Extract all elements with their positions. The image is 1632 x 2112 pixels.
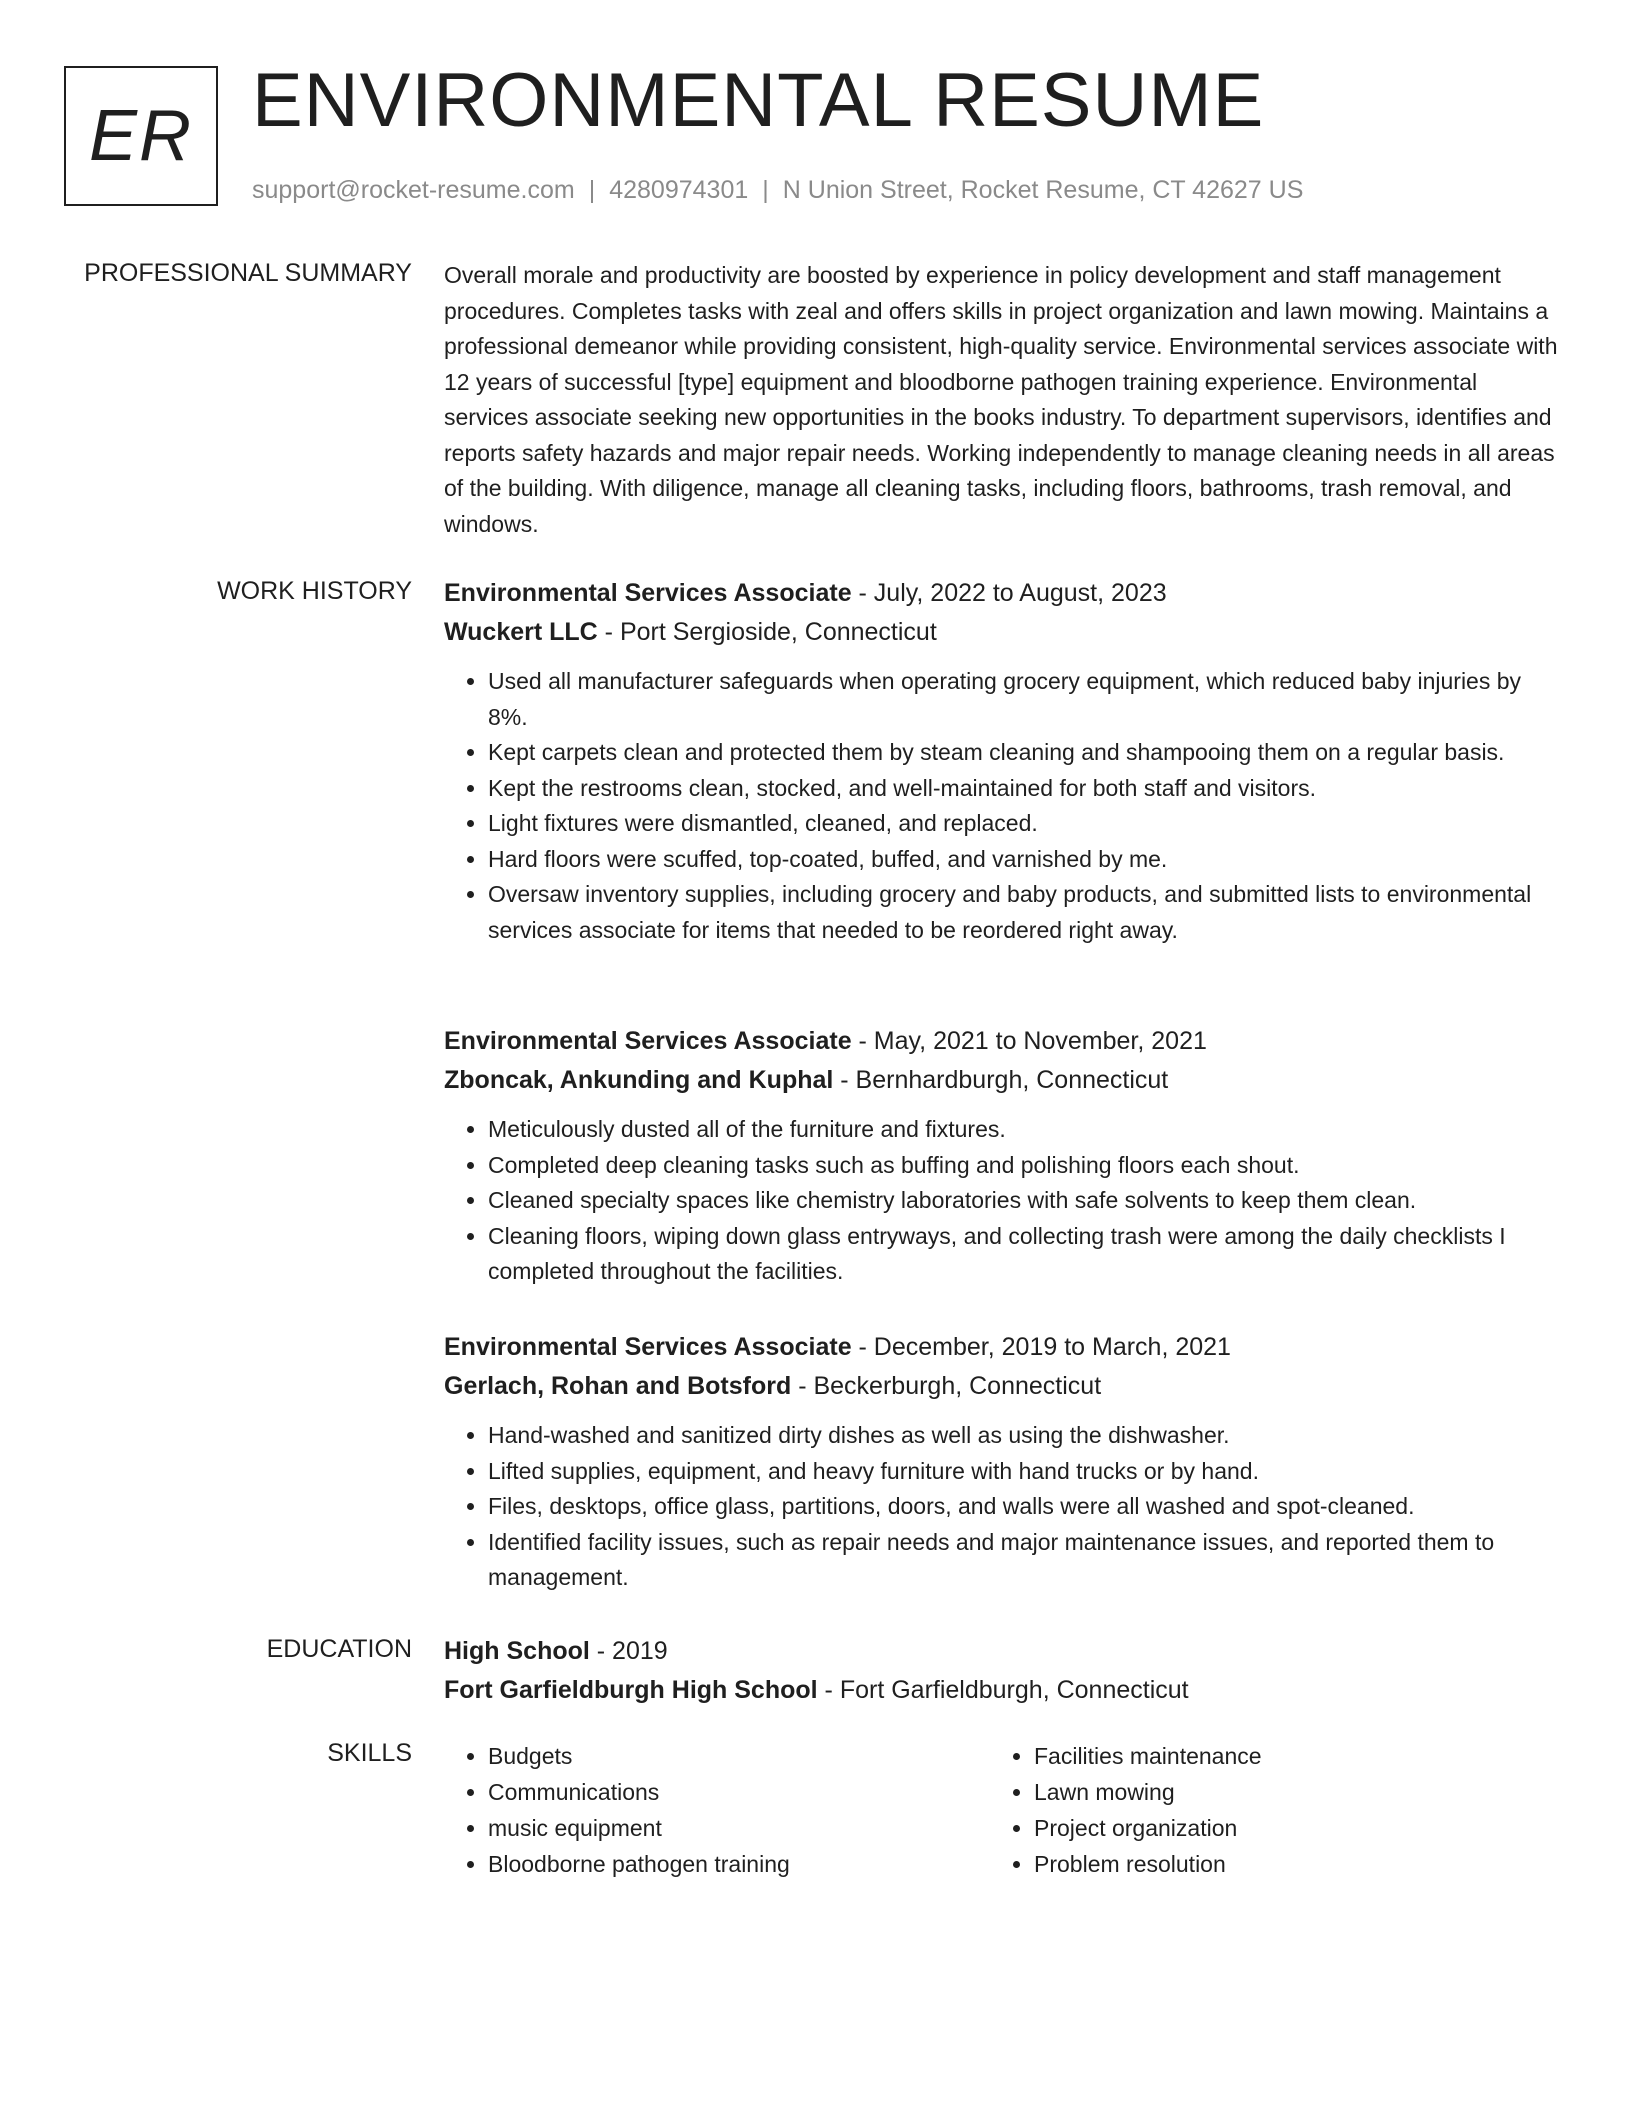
skill-item: • Project organization bbox=[1034, 1810, 1536, 1846]
job-bullet: • Hand-washed and sanitized dirty dishes as well as using the dishwasher. bbox=[488, 1418, 1558, 1454]
section-label-summary: PROFESSIONAL SUMMARY bbox=[84, 259, 412, 287]
skill-item: • Lawn mowing bbox=[1034, 1774, 1536, 1810]
job-bullet: • Files, desktops, office glass, partitions, doors, and walls were all washed and spot-cleaned. bbox=[488, 1489, 1558, 1525]
skill-item: • Facilities maintenance bbox=[1034, 1738, 1536, 1774]
job-entry bbox=[444, 1328, 1558, 1596]
contact-separator: | bbox=[762, 176, 769, 204]
job-title-line bbox=[444, 574, 1558, 613]
skills-column-right bbox=[990, 1738, 1536, 1882]
job-bullet: • Completed deep cleaning tasks such as buffing and polishing floors each shout. bbox=[488, 1148, 1558, 1184]
summary-section bbox=[444, 258, 1558, 542]
monogram-badge bbox=[64, 66, 218, 206]
skill-item: • Budgets bbox=[488, 1738, 990, 1774]
job-title-line bbox=[444, 1328, 1558, 1367]
job-bullet: • Meticulously dusted all of the furniture and fixtures. bbox=[488, 1112, 1558, 1148]
education-year: - 2019 bbox=[589, 1637, 668, 1665]
job-bullets bbox=[444, 664, 1558, 948]
job-title: Environmental Services Associate bbox=[444, 579, 852, 607]
education-school-line bbox=[444, 1671, 1558, 1710]
job-bullet: • Kept carpets clean and protected them by steam cleaning and shampooing them on a regular basis. bbox=[488, 735, 1558, 771]
contact-separator: | bbox=[588, 176, 596, 204]
job-bullet: • Kept the restrooms clean, stocked, and well-maintained for both staff and visitors. bbox=[488, 771, 1558, 807]
skill-item: • Communications bbox=[488, 1774, 990, 1810]
job-bullet: • Identified facility issues, such as repair needs and major maintenance issues, and reported them to management. bbox=[488, 1525, 1558, 1596]
job-title: Environmental Services Associate bbox=[444, 1333, 852, 1361]
job-title: Environmental Services Associate bbox=[444, 1027, 852, 1055]
skills-grid bbox=[444, 1738, 1558, 1882]
skill-item: • music equipment bbox=[488, 1810, 990, 1846]
job-entry bbox=[444, 574, 1558, 948]
job-dates: - July, 2022 to August, 2023 bbox=[851, 579, 1167, 607]
job-bullet: • Cleaned specialty spaces like chemistry laboratories with safe solvents to keep them clean. bbox=[488, 1183, 1558, 1219]
job-title-line bbox=[444, 1022, 1558, 1061]
contact-email: support@rocket-resume.com bbox=[252, 176, 575, 204]
job-location: - Beckerburgh, Connecticut bbox=[791, 1372, 1102, 1400]
education-school: Fort Garfieldburgh High School bbox=[444, 1676, 818, 1704]
monogram-text: ER bbox=[88, 96, 194, 176]
summary-text: Overall morale and productivity are boosted by experience in policy development and staff management procedures. Completes tasks with zeal and offers skills in project organization and lawn mowing. Maintains a professional demeanor while providing consistent, high-quality service. Environmental services associate with 12 years of successful [type] equipment and bloodborne pathogen training experience. Environmental services associate seeking new opportunities in the books industry. To department supervisors, identifies and reports safety hazards and major repair needs. Working independently to manage cleaning needs in all areas of the building. With diligence, manage all cleaning tasks, including floors, bathrooms, trash removal, and windows. bbox=[444, 262, 1558, 537]
job-bullet: • Lifted supplies, equipment, and heavy furniture with hand trucks or by hand. bbox=[488, 1454, 1558, 1490]
job-company-line bbox=[444, 1367, 1558, 1406]
contact-line bbox=[252, 174, 1303, 206]
section-label-skills: SKILLS bbox=[327, 1739, 412, 1767]
section-label-work-history: WORK HISTORY bbox=[217, 577, 412, 605]
section-label-education: EDUCATION bbox=[266, 1635, 412, 1663]
job-company: Zboncak, Ankunding and Kuphal bbox=[444, 1066, 834, 1094]
job-location: - Port Sergioside, Connecticut bbox=[597, 618, 937, 646]
job-dates: - December, 2019 to March, 2021 bbox=[851, 1333, 1231, 1361]
job-dates: - May, 2021 to November, 2021 bbox=[851, 1027, 1207, 1055]
education-degree-line bbox=[444, 1632, 1558, 1671]
education-location: - Fort Garfieldburgh, Connecticut bbox=[817, 1676, 1189, 1704]
skills-column-left bbox=[444, 1738, 990, 1882]
skill-item: • Problem resolution bbox=[1034, 1846, 1536, 1882]
education-degree: High School bbox=[444, 1637, 590, 1665]
job-location: - Bernhardburgh, Connecticut bbox=[833, 1066, 1169, 1094]
job-bullet: • Cleaning floors, wiping down glass entryways, and collecting trash were among the daily checklists I completed throughout the facilities. bbox=[488, 1219, 1558, 1290]
job-company: Wuckert LLC bbox=[444, 618, 598, 646]
job-company-line bbox=[444, 1061, 1558, 1100]
job-bullet: • Hard floors were scuffed, top-coated, buffed, and varnished by me. bbox=[488, 842, 1558, 878]
resume-title: ENVIRONMENTAL RESUME bbox=[252, 58, 1265, 143]
job-entry bbox=[444, 1022, 1558, 1290]
job-company-line bbox=[444, 613, 1558, 652]
skills-section bbox=[444, 1738, 1558, 1882]
job-bullet: • Light fixtures were dismantled, cleaned, and replaced. bbox=[488, 806, 1558, 842]
contact-phone: 4280974301 bbox=[609, 176, 749, 204]
skill-item: • Bloodborne pathogen training bbox=[488, 1846, 990, 1882]
job-company: Gerlach, Rohan and Botsford bbox=[444, 1372, 792, 1400]
job-bullets bbox=[444, 1418, 1558, 1596]
job-bullet: • Used all manufacturer safeguards when operating grocery equipment, which reduced baby injuries by 8%. bbox=[488, 664, 1558, 735]
job-bullets bbox=[444, 1112, 1558, 1290]
contact-address: N Union Street, Rocket Resume, CT 42627 US bbox=[782, 176, 1304, 204]
education-entry bbox=[444, 1632, 1558, 1710]
job-bullet: • Oversaw inventory supplies, including grocery and baby products, and submitted lists to environmental services associate for items that needed to be reordered right away. bbox=[488, 877, 1558, 948]
